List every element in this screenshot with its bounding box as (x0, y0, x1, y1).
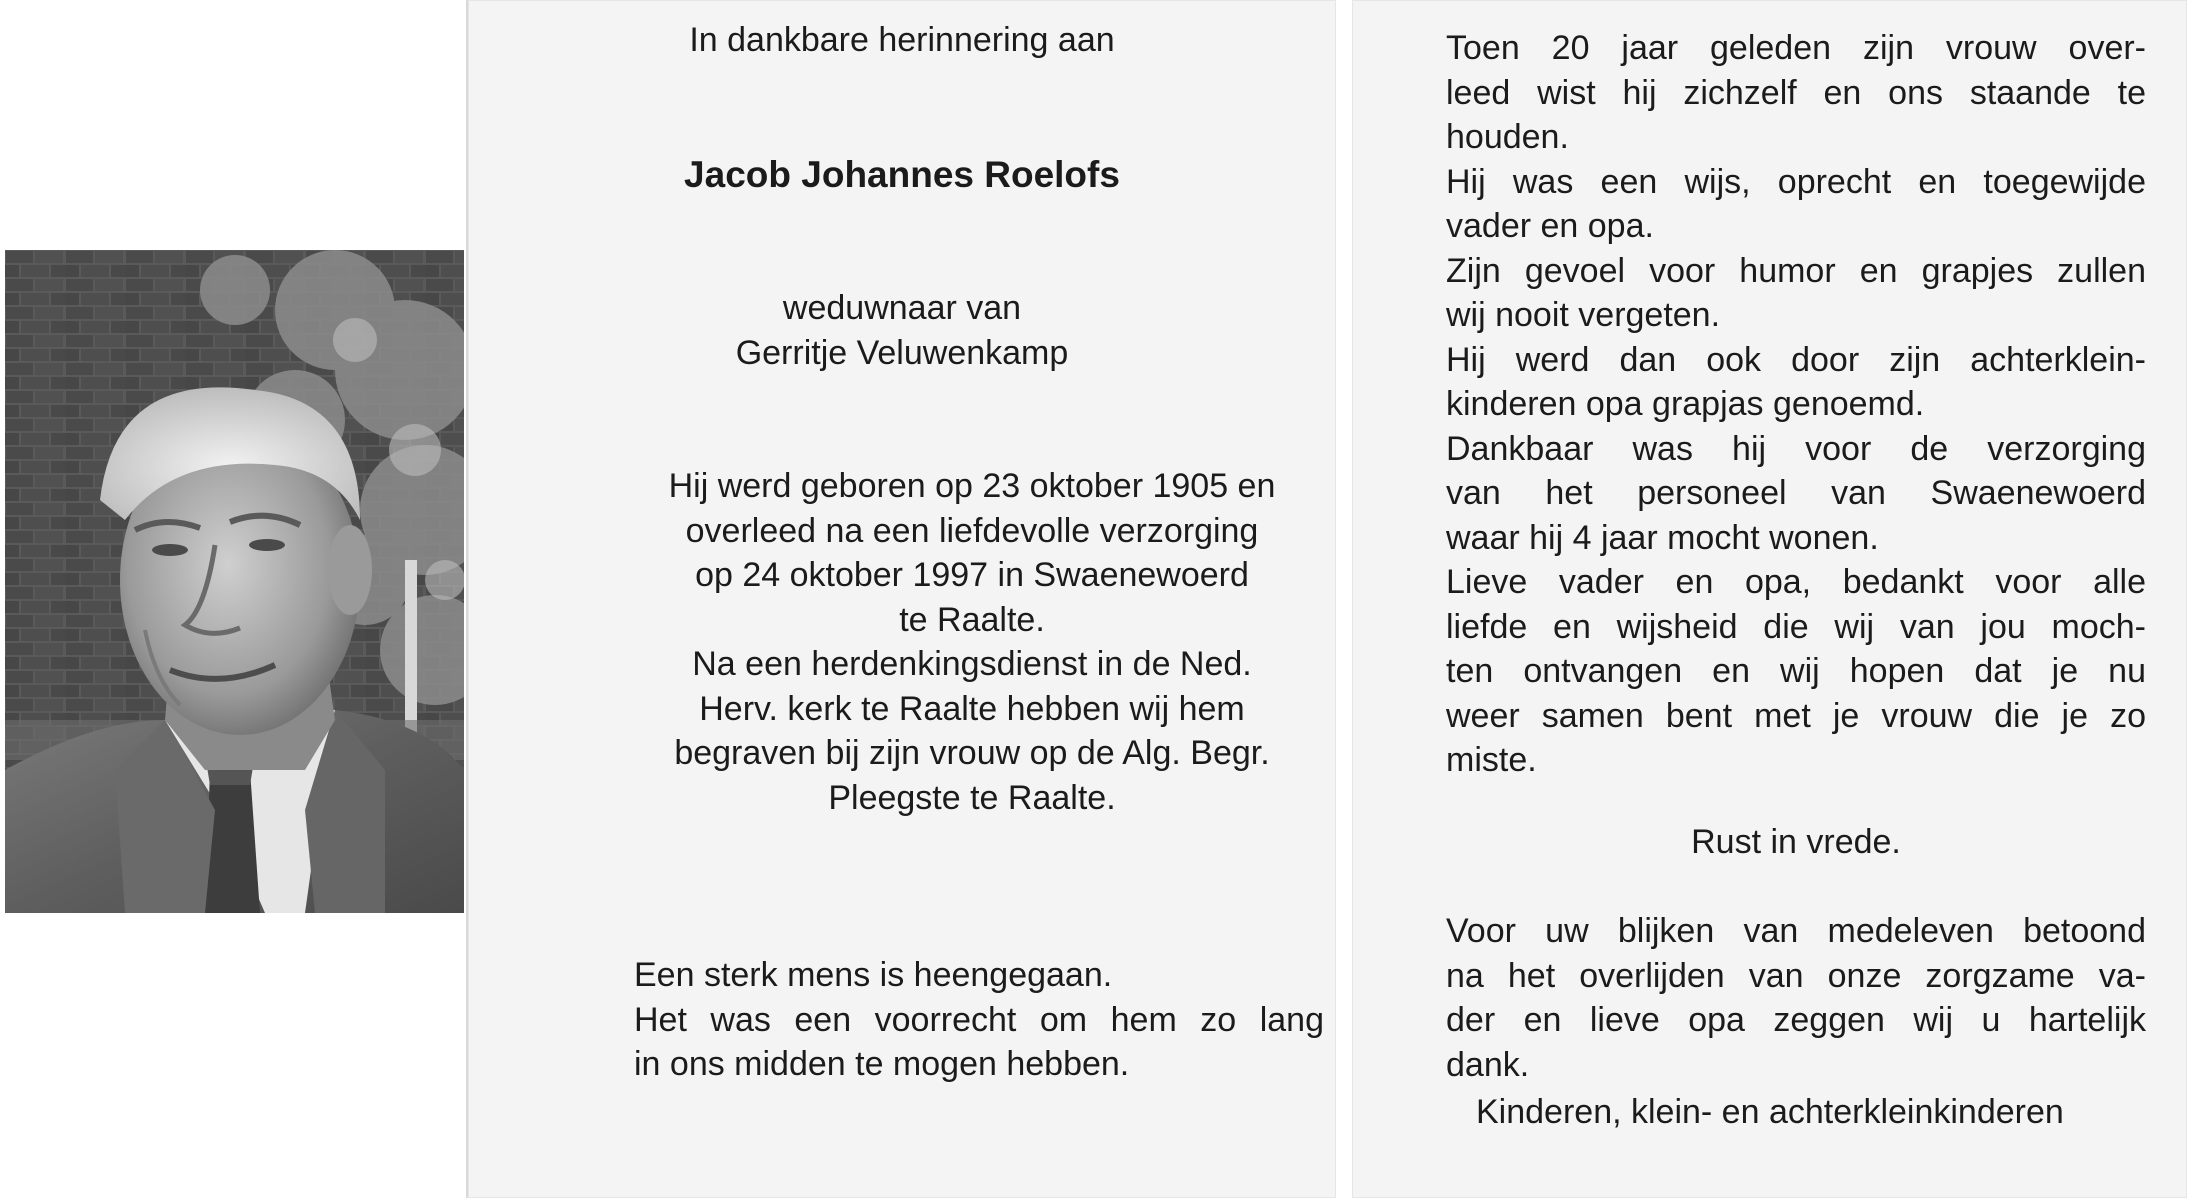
quote-line: Het was een voorrecht om hem zo lang (634, 1000, 1324, 1039)
life-line: overleed na een liefdevolle verzorging (685, 511, 1259, 550)
memory-line: Dankbaar was hij voor de verzorging (1446, 429, 2146, 468)
memory-line: waar hij 4 jaar mocht wonen. (1446, 518, 1879, 557)
memory-line: houden. (1446, 118, 1569, 156)
signature: Kinderen, klein- en achterkleinkinderen (1476, 1093, 2064, 1131)
intro-text: In dankbare herinnering aan (689, 21, 1115, 59)
quote-line: Een sterk mens is heengegaan. (634, 956, 1113, 994)
life-line: op 24 oktober 1997 in Swaenewoerd (695, 556, 1249, 594)
deceased-name: Jacob Johannes Roelofs (684, 154, 1120, 195)
memory-line: Hij was een wijs, oprecht en toegewijde (1446, 162, 2146, 201)
left-card (466, 0, 1336, 1198)
thanks-paragraph (1446, 909, 2146, 1087)
memory-line: Lieve vader en opa, bedankt voor alle (1446, 563, 2146, 601)
quote-line: in ons midden te mogen hebben. (634, 1045, 1130, 1083)
thanks-line: Voor uw blijken van medeleven betoond (1446, 912, 2146, 950)
memory-line: ten ontvangen en wij hopen dat je nu (1446, 652, 2146, 690)
memories-paragraph (1446, 26, 2146, 783)
right-card (1352, 0, 2187, 1198)
life-paragraph (618, 464, 1326, 820)
life-line: Herv. kerk te Raalte hebben wij hem (699, 689, 1245, 728)
memory-line: van het personeel van Swaenewoerd (1446, 474, 2146, 512)
memory-line: kinderen opa grapjas genoemd. (1446, 385, 1925, 423)
quote-paragraph (634, 953, 1324, 1087)
memory-line: miste. (1446, 741, 1537, 779)
portrait-photo (5, 250, 464, 913)
memory-line: weer samen bent met je vrouw die je zo (1446, 696, 2146, 735)
life-line: Na een herdenkingsdienst in de Ned. (692, 645, 1252, 683)
memory-line: Hij werd dan ook door zijn achterklein- (1446, 340, 2146, 379)
memory-line: vader en opa. (1446, 207, 1654, 245)
life-line: begraven bij zijn vrouw op de Alg. Begr. (674, 734, 1270, 772)
memory-line: liefde en wijsheid die wij van jou moch- (1446, 607, 2146, 646)
relation-line: weduwnaar van (782, 289, 1022, 327)
memory-line: wij nooit vergeten. (1446, 296, 1721, 334)
memory-line: Toen 20 jaar geleden zijn vrouw over- (1446, 29, 2146, 67)
spouse-name: Gerritje Veluwenkamp (735, 334, 1069, 372)
thanks-line: dank. (1446, 1045, 1530, 1084)
memory-line: leed wist hij zichzelf en ons staande te (1446, 73, 2146, 112)
rest-in-peace: Rust in vrede. (1691, 823, 1901, 861)
thanks-line: der en lieve opa zeggen wij u hartelijk (1446, 1001, 2146, 1039)
life-line: Pleegste te Raalte. (828, 778, 1116, 817)
life-line: te Raalte. (899, 600, 1045, 639)
life-line: Hij werd geboren op 23 oktober 1905 en (668, 467, 1276, 505)
thanks-line: na het overlijden van onze zorgzame va- (1446, 956, 2146, 995)
portrait-image (5, 250, 464, 913)
memory-line: Zijn gevoel voor humor en grapjes zullen (1446, 251, 2146, 290)
